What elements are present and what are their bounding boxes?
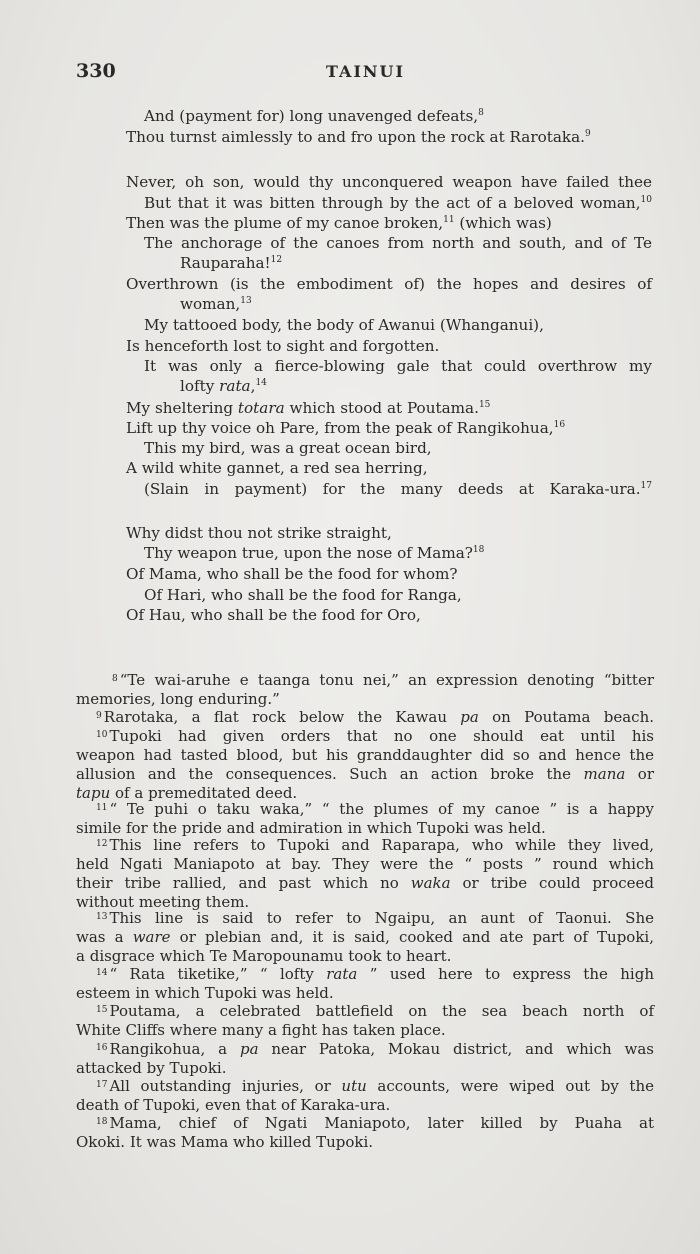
footnote-number: 18: [96, 1117, 108, 1127]
page-header: [76, 60, 652, 84]
text-run: Why didst thou not strike straight,: [126, 524, 392, 542]
footnote-line: [96, 799, 654, 819]
footnote-line: [76, 764, 654, 784]
text-run: which stood at Poutama.: [284, 399, 479, 417]
text-run: “Te wai-aruhe e taanga tonu nei,” an expression denoting “bitter: [119, 671, 654, 689]
footnote-number: 15: [96, 1005, 108, 1015]
running-title: TAINUI: [326, 62, 405, 81]
page-number: 330: [76, 60, 116, 82]
footnote-line: [76, 854, 654, 874]
italic-term: mana: [583, 765, 626, 783]
text-run: Tupoki had given orders that no one should eat until his: [109, 727, 654, 745]
footnote-ref: 14: [255, 378, 267, 388]
italic-term: rata: [326, 965, 358, 983]
text-run: ” used here to express the high: [357, 965, 654, 983]
text-run: a disgrace which Te Maropounamu took to heart.: [76, 947, 452, 965]
poem-line: [144, 543, 484, 563]
footnote-line: [76, 1132, 373, 1152]
footnote-line: [76, 689, 280, 709]
poem-line: [180, 253, 282, 273]
text-run: Thou turnst aimlessly to and fro upon the rock at Rarotaka.: [126, 128, 586, 146]
text-run: ,: [250, 377, 256, 395]
poem-line: [180, 294, 252, 314]
italic-term: rata: [219, 377, 251, 395]
poem-line: [126, 127, 591, 147]
poem-line: [144, 479, 652, 499]
text-run: Of Mama, who shall be the food for whom?: [126, 565, 458, 583]
text-run: Rauparaha!: [180, 254, 271, 272]
poem-line: [144, 585, 462, 605]
italic-term: pa: [460, 708, 479, 726]
text-run: woman,: [180, 295, 241, 313]
text-run: or: [625, 765, 654, 783]
poem-line: [144, 193, 652, 213]
text-run: simile for the pride and admiration in which Tupoki was held.: [76, 819, 546, 837]
text-run: And (payment for) long unavenged defeats,: [144, 107, 479, 125]
text-run: Of Hau, who shall be the food for Oro,: [126, 606, 421, 624]
poem-line: [126, 172, 652, 192]
text-run: memories, long enduring.”: [76, 690, 280, 708]
text-run: or plebian and, it is said, cooked and ate part of Tupoki,: [170, 928, 654, 946]
footnote-line: [76, 745, 654, 765]
text-run: Then was the plume of my canoe broken,: [126, 214, 444, 232]
footnote-line: [96, 1076, 654, 1096]
poem-line: [144, 106, 484, 126]
italic-term: waka: [410, 874, 451, 892]
text-run: Okoki. It was Mama who killed Tupoki.: [76, 1133, 374, 1151]
text-run: without meeting them.: [76, 893, 250, 911]
text-run: accounts, were wiped out by the: [366, 1077, 654, 1095]
poem-line: [126, 274, 652, 294]
footnote-number: 9: [96, 711, 102, 721]
poem-line: [126, 398, 490, 418]
text-run: esteem in which Tupoki was held.: [76, 984, 334, 1002]
text-run: of a premeditated deed.: [110, 784, 298, 802]
footnote-number: 13: [96, 912, 108, 922]
text-run: “ Te puhi o taku waka,” “ the plumes of my canoe ” is a happy: [109, 800, 654, 818]
text-run: It was only a fierce-blowing gale that could overthrow my: [144, 357, 652, 375]
text-run: This my bird, was a great ocean bird,: [144, 439, 432, 457]
footnote-ref: 13: [240, 296, 252, 306]
text-run: near Patoka, Mokau district, and which was: [258, 1040, 654, 1058]
footnote-ref: 15: [478, 400, 491, 410]
footnote-line: [76, 1095, 390, 1115]
footnote-number: 12: [96, 839, 108, 849]
text-run: White Cliffs where many a fight has taken place.: [76, 1021, 446, 1039]
text-run: A wild white gannet, a red sea herring,: [126, 459, 428, 477]
footnote-ref: 17: [640, 481, 652, 491]
text-run: held Ngati Maniapoto at bay. They were the “ posts ” round which: [76, 855, 654, 873]
text-run: My sheltering: [126, 399, 238, 417]
text-run: lofty: [180, 377, 220, 395]
footnote-line: [96, 908, 654, 928]
text-run: their tribe rallied, and past which no: [76, 874, 411, 892]
italic-term: totara: [237, 399, 285, 417]
text-run: weapon had tasted blood, but his granddaughter did so and hence the: [76, 746, 654, 764]
text-run: Never, oh son, would thy unconquered weapon have failed thee: [126, 173, 652, 191]
text-run: This line is said to refer to Ngaipu, an aunt of Taonui. She: [109, 909, 654, 927]
text-run: death of Tupoki, even that of Karaka-ura.: [76, 1096, 391, 1114]
footnote-ref: 12: [270, 255, 283, 265]
footnote-line: [76, 946, 451, 966]
poem-line: [144, 438, 432, 458]
text-run: (Slain in payment) for the many deeds at Karaka-ura.: [144, 480, 641, 498]
footnote-line: [96, 1113, 654, 1133]
footnote-line: [76, 1058, 226, 1078]
poem-line: [144, 356, 652, 376]
text-run: on Poutama beach.: [478, 708, 654, 726]
text-run: But that it was bitten through by the act of a beloved woman,: [144, 194, 641, 212]
text-run: Rarotaka, a flat rock below the Kawau: [103, 708, 461, 726]
text-run: Thy weapon true, upon the nose of Mama?: [144, 544, 473, 562]
text-run: This line refers to Tupoki and Raparapa, who while they lived,: [109, 836, 654, 854]
italic-term: ware: [132, 928, 171, 946]
text-run: (which was): [454, 214, 552, 232]
poem-line: [126, 336, 439, 356]
footnote-ref: 9: [585, 129, 591, 139]
footnote-number: 8: [112, 674, 118, 684]
footnote-line: [76, 927, 654, 947]
footnote-line: [76, 1020, 446, 1040]
footnote-number: 16: [96, 1043, 108, 1053]
text-run: Lift up thy voice oh Pare, from the peak of Rangikohua,: [126, 419, 554, 437]
text-run: “ Rata tiketike,” “ lofty: [109, 965, 327, 983]
poem-line: [144, 233, 652, 253]
footnote-number: 10: [96, 730, 108, 740]
poem-line: [126, 418, 565, 438]
italic-term: tapu: [76, 784, 111, 802]
text-run: Of Hari, who shall be the food for Ranga,: [144, 586, 462, 604]
text-run: Is henceforth lost to sight and forgotten.: [126, 337, 440, 355]
poem-line: [126, 213, 552, 233]
poem-line: [144, 315, 544, 335]
text-run: All outstanding injuries, or: [109, 1077, 342, 1095]
footnote-number: 11: [96, 803, 108, 813]
footnote-ref: 18: [472, 545, 485, 555]
text-run: attacked by Tupoki.: [76, 1059, 227, 1077]
footnote-line: [96, 726, 654, 746]
footnote-ref: 16: [553, 420, 566, 430]
poem-line: [126, 523, 392, 543]
footnote-line: [96, 1001, 654, 1021]
footnote-line: [76, 983, 334, 1003]
poem-line: [126, 458, 428, 478]
text-run: My tattooed body, the body of Awanui (Whanganui),: [144, 316, 544, 334]
footnote-line: [96, 1039, 654, 1059]
footnote-line: [112, 670, 654, 690]
footnote-number: 14: [96, 968, 108, 978]
italic-term: pa: [239, 1040, 259, 1058]
poem-line: [126, 564, 458, 584]
footnote-line: [96, 707, 654, 727]
text-run: Mama, chief of Ngati Maniapoto, later killed by Puaha at: [109, 1114, 654, 1132]
footnote-line: [96, 964, 654, 984]
footnote-number: 17: [96, 1080, 108, 1090]
poem-line: [126, 605, 421, 625]
text-run: or tribe could proceed: [450, 874, 654, 892]
text-run: allusion and the consequences. Such an action broke the: [76, 765, 584, 783]
text-run: The anchorage of the canoes from north and south, and of Te: [144, 234, 652, 252]
text-run: Rangikohua, a: [109, 1040, 240, 1058]
italic-term: utu: [341, 1077, 367, 1095]
poem-line: [180, 376, 267, 396]
footnote-ref: 8: [478, 108, 484, 118]
footnote-ref: 11: [443, 215, 455, 225]
text-run: was a: [76, 928, 133, 946]
text-run: Poutama, a celebrated battlefield on the sea beach north of: [109, 1002, 654, 1020]
text-run: Overthrown (is the embodiment of) the hopes and desires of: [126, 275, 652, 293]
footnote-line: [96, 835, 654, 855]
footnote-ref: 10: [640, 195, 652, 205]
footnote-line: [76, 873, 654, 893]
